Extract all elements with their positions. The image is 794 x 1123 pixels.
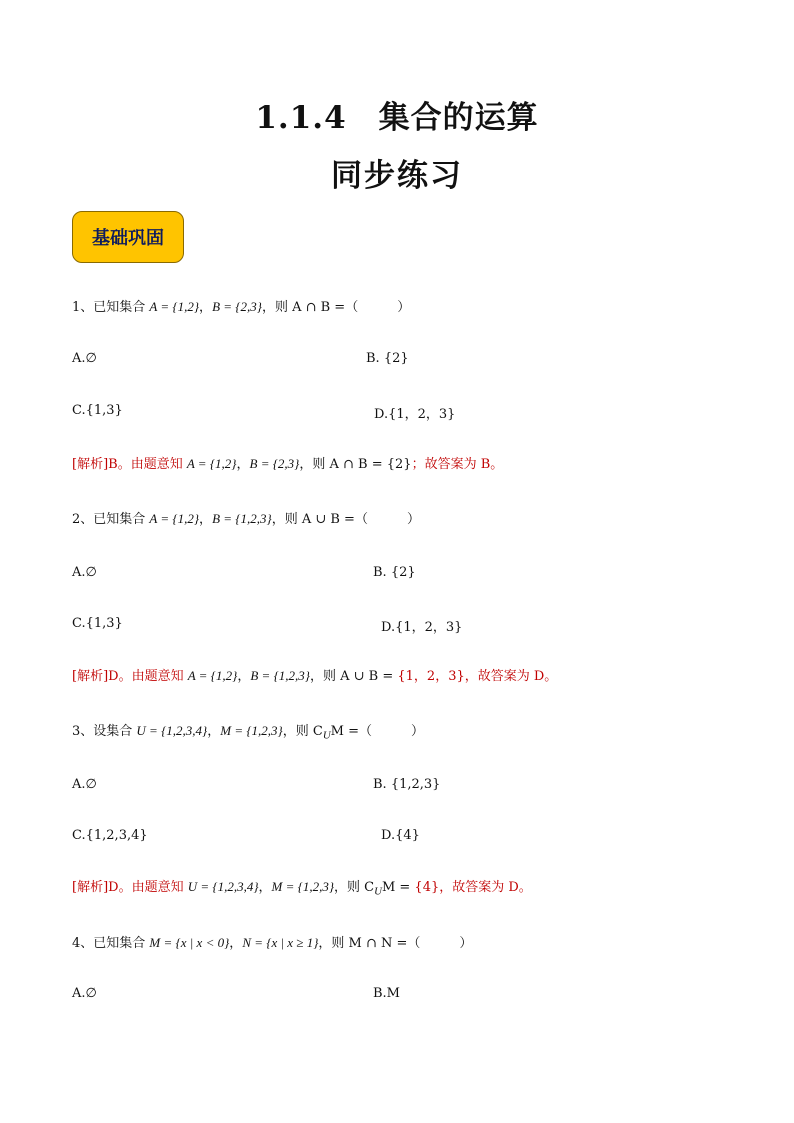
q3-sol-calc: ，则 C [334, 880, 375, 895]
q3-option-b: B. {1,2,3} [373, 777, 441, 792]
q1-sep: ， [199, 300, 213, 315]
q1-set-b: B = {2,3} [212, 299, 262, 314]
q3-set-m: M = {1,2,3} [220, 723, 283, 738]
q3-sol-u: U = {1,2,3,4} [187, 879, 259, 894]
section-badge: 基础巩固 [72, 211, 184, 263]
q3-sol-head: [解析]D。由题意知 [72, 880, 188, 895]
q1-sol-head: [解析]B。由题意知 [72, 457, 187, 472]
q3-prefix: 3、设集合 [72, 724, 137, 739]
q1-set-a: A = {1,2} [149, 299, 200, 314]
q4-ask: ，则 M ∩ N =（ ） [318, 936, 473, 951]
q2-solution [72, 665, 557, 684]
q4-sep: ， [229, 936, 243, 951]
page-title: 1.1.4 集合的运算 [255, 100, 539, 136]
q2-prefix: 2、已知集合 [72, 512, 150, 527]
q2-option-d: D.{1，2，3} [381, 620, 463, 635]
q2-sol-sep: ， [237, 669, 251, 684]
q2-set-a: A = {1,2} [149, 511, 200, 526]
q1-prefix: 1、已知集合 [72, 300, 150, 315]
q1-ask: ，则 A ∩ B =（ ） [261, 300, 411, 315]
q3-solution [72, 876, 532, 898]
question-4 [72, 932, 472, 951]
q1-solution [72, 453, 503, 472]
question-2 [72, 508, 420, 527]
q3-set-u: U = {1,2,3,4} [136, 723, 208, 738]
q1-option-d: D.{1，2，3} [374, 407, 456, 422]
q2-sol-b: B = {1,2,3} [250, 668, 310, 683]
q1-sol-b: B = {2,3} [249, 456, 300, 471]
q3-sol-tail: ，故答案为 D。 [439, 880, 532, 895]
q4-set-n: N = {x | x ≥ 1} [242, 935, 319, 950]
q2-sol-head: [解析]D。由题意知 [72, 669, 188, 684]
q4-option-b: B.M [373, 986, 400, 1001]
q3-option-a: A.∅ [72, 777, 97, 792]
q3-ask-tail: M =（ ） [330, 724, 424, 739]
q2-ask: ，则 A ∪ B =（ ） [271, 512, 420, 527]
q1-sol-a: A = {1,2} [186, 456, 237, 471]
q1-option-c: C.{1,3} [72, 403, 123, 418]
page-subtitle: 同步练习 [331, 158, 463, 194]
q3-ask: ，则 C [282, 724, 323, 739]
q4-option-a: A.∅ [72, 986, 97, 1001]
q1-option-b: B. {2} [366, 351, 409, 366]
q3-ask-sub: U [322, 729, 331, 742]
q1-sol-tail: ；故答案为 B。 [411, 457, 504, 472]
q3-option-c: C.{1,2,3,4} [72, 828, 148, 843]
q2-option-b: B. {2} [373, 565, 416, 580]
q2-option-a: A.∅ [72, 565, 97, 580]
question-1 [72, 296, 410, 315]
q4-set-m: M = {x | x < 0} [149, 935, 230, 950]
q2-sep: ， [199, 512, 213, 527]
q1-option-a: A.∅ [72, 351, 97, 366]
q3-sol-sub: U [374, 885, 382, 898]
q3-sol-value: {4} [414, 880, 440, 895]
q1-sol-sep: ， [236, 457, 250, 472]
q3-sol-calc2: M = [381, 880, 415, 895]
q2-set-b: B = {1,2,3} [212, 511, 272, 526]
q3-sol-sep: ， [258, 880, 272, 895]
q1-sol-calc: ，则 A ∩ B = {2} [299, 457, 412, 472]
question-3 [72, 720, 424, 742]
q4-prefix: 4、已知集合 [72, 936, 150, 951]
q2-sol-value: {1，2，3} [397, 669, 465, 684]
q3-sol-m: M = {1,2,3} [271, 879, 335, 894]
q2-option-c: C.{1,3} [72, 616, 123, 631]
q3-sep: ， [207, 724, 221, 739]
q2-sol-a: A = {1,2} [187, 668, 238, 683]
q3-option-d: D.{4} [381, 828, 420, 843]
q2-sol-calc: ，则 A ∪ B = [309, 669, 398, 684]
q2-sol-tail: ，故答案为 D。 [464, 669, 558, 684]
